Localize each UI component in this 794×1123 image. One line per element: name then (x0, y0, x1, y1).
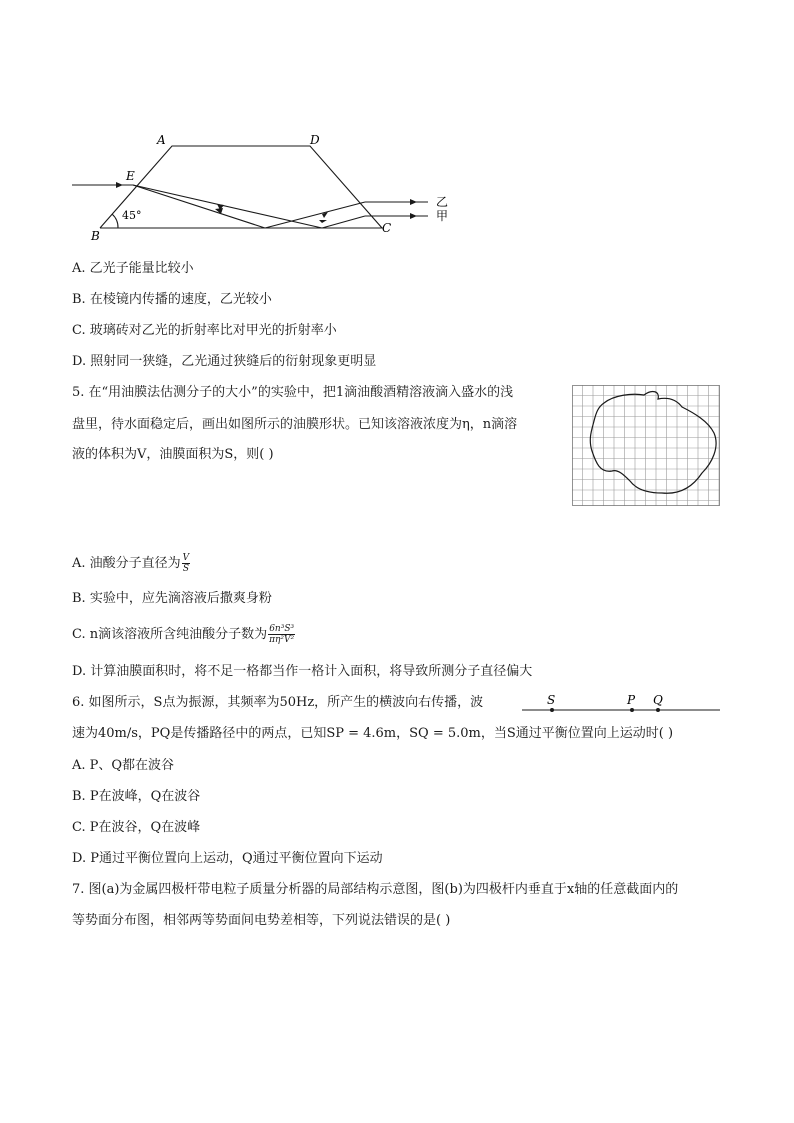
q7-stem-line-1: 7. 图(a)为金属四极杆带电粒子质量分析器的局部结构示意图，图(b)为四极杆内垂直于x轴的任意截面内的 (72, 882, 679, 897)
q4-option-d: D. 照射同一狭缝，乙光通过狭缝后的衍射现象更明显 (72, 354, 377, 369)
label-S: S (547, 693, 556, 707)
q4-option-a: A. 乙光子能量比较小 (72, 261, 194, 276)
label-D: D (310, 133, 320, 147)
fraction-v-over-s (182, 553, 191, 574)
q6-stem-line-1: 6. 如图所示，S点为振源，其频率为50Hz，所产生的横波向右传播，波 (72, 695, 484, 710)
q6-option-c: C. P在波谷，Q在波峰 (72, 820, 201, 835)
label-yi: 乙 (436, 195, 449, 209)
label-P: P (627, 693, 636, 707)
q6-option-b: B. P在波峰，Q在波谷 (72, 789, 201, 804)
oil-film-grid (572, 385, 722, 507)
q5-option-a-text: A. 油酸分子直径为 (72, 556, 181, 571)
label-B: B (91, 229, 100, 243)
label-A: A (157, 133, 166, 147)
ray-jia-inside (133, 185, 322, 228)
fraction-denominator: S (182, 564, 189, 574)
prism-diagram (60, 128, 460, 248)
q5-option-c-text: C. n滴该溶液所含纯油酸分子数为 (72, 627, 268, 642)
wave-path-diagram (518, 690, 724, 716)
q5-stem-line-1: 5. 在“用油膜法估测分子的大小”的实验中，把1滴油酸酒精溶液滴入盛水的浅 (72, 385, 514, 400)
angle-arc (112, 214, 118, 228)
fraction-numerator: V (182, 553, 190, 563)
point-s (550, 708, 554, 712)
ray-jia-reflected (322, 216, 365, 228)
label-E: E (126, 169, 135, 183)
label-C: C (382, 221, 392, 235)
q5-option-a (72, 553, 190, 574)
q4-option-c: C. 玻璃砖对乙光的折射率比对甲光的折射率小 (72, 323, 337, 338)
fraction-denominator: πη²V² (269, 635, 295, 645)
point-q (656, 708, 660, 712)
fraction-molecule-count (268, 624, 295, 645)
q4-option-b: B. 在棱镜内传播的速度，乙光较小 (72, 292, 272, 307)
oil-film-outline (590, 392, 716, 494)
label-angle: 45° (122, 209, 142, 222)
ray-yi-inside (133, 185, 265, 228)
q5-option-c (72, 624, 295, 645)
point-p (630, 708, 634, 712)
q5-stem-line-3: 液的体积为V，油膜面积为S，则( ) (72, 447, 274, 462)
q5-stem-line-2: 盘里，待水面稳定后，画出如图所示的油膜形状。已知该溶液浓度为η，n滴溶 (72, 417, 518, 432)
label-Q: Q (653, 693, 663, 707)
label-jia: 甲 (436, 209, 449, 223)
fraction-numerator: 6n³S³ (269, 624, 295, 634)
q5-option-d: D. 计算油膜面积时，将不足一格都当作一格计入面积，将导致所测分子直径偏大 (72, 664, 533, 679)
q7-stem-line-2: 等势面分布图，相邻两等势面间电势差相等，下列说法错误的是( ) (72, 913, 451, 928)
q6-stem-line-2: 速为40m/s，PQ是传播路径中的两点，已知SP = 4.6m，SQ = 5.0m，当S通过平衡位置向上运动时( ) (72, 726, 674, 741)
q6-option-d: D. P通过平衡位置向上运动，Q通过平衡位置向下运动 (72, 851, 383, 866)
q5-option-b: B. 实验中，应先滴溶液后撒爽身粉 (72, 591, 272, 606)
q6-option-a: A. P、Q都在波谷 (72, 758, 175, 773)
ray-yi-reflected (265, 202, 365, 228)
